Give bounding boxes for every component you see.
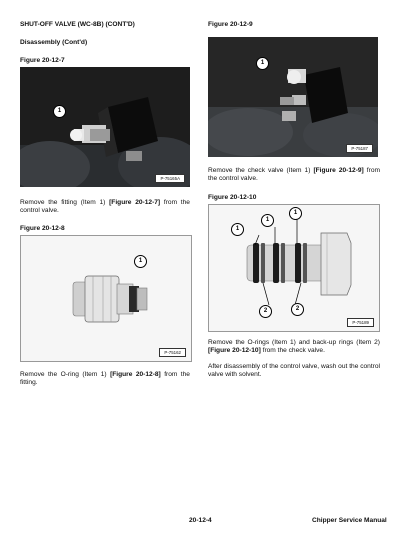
check-valve-illustration xyxy=(208,37,378,157)
instruction-text: from the check valve. xyxy=(260,347,325,355)
callout-item-1: 1 xyxy=(134,255,147,268)
instruction-remove-check-valve xyxy=(208,167,380,183)
figure-caption-20-12-10: Figure 20-12-10 xyxy=(208,194,257,201)
fitting-o-ring-illustration xyxy=(21,236,191,361)
figure-reference: [Figure 20-12-7] xyxy=(109,199,161,206)
callout-item-2: 2 xyxy=(291,303,304,316)
figure-caption-20-12-7: Figure 20-12-7 xyxy=(20,57,65,64)
figure-reference: [Figure 20-12-8] xyxy=(110,371,161,378)
subsection-title: Disassembly (Cont'd) xyxy=(20,39,88,46)
manual-title: Chipper Service Manual xyxy=(312,517,387,524)
instruction-text: Remove the fitting (Item 1) xyxy=(20,199,110,206)
instruction-remove-fitting xyxy=(20,199,190,215)
figure-reference: [Figure 20-12-10] xyxy=(208,347,261,355)
callout-item-2: 2 xyxy=(259,305,272,318)
instruction-text: Remove the O-ring (Item 1) xyxy=(20,371,111,378)
instruction-text: Remove the check valve (Item 1) xyxy=(208,167,314,174)
fitting-on-valve-illustration xyxy=(20,67,190,187)
instruction-text: Remove the O-rings (Item 1) and back-up rings (Item 2) xyxy=(208,339,380,346)
photo-code: P-75187 xyxy=(346,144,373,153)
figure-reference: [Figure 20-12-9] xyxy=(313,167,364,174)
instruction-remove-o-ring xyxy=(20,371,190,387)
figure-20-12-10-photo xyxy=(208,204,380,332)
callout-item-1: 1 xyxy=(261,214,274,227)
figure-20-12-8-photo xyxy=(20,235,192,362)
callout-item-1: 1 xyxy=(289,207,302,220)
section-title: SHUT-OFF VALVE (WC-8B) (CONT'D) xyxy=(20,21,135,28)
instruction-remove-rings xyxy=(208,339,380,355)
callout-item-1: 1 xyxy=(231,223,244,236)
photo-code: P-75165A xyxy=(155,174,185,183)
figure-caption-20-12-9: Figure 20-12-9 xyxy=(208,21,253,28)
instruction-wash-valve: After disassembly of the control valve, wash out the control valve with solvent. xyxy=(208,363,380,379)
photo-code: P-75162 xyxy=(159,348,186,357)
page-number: 20-12-4 xyxy=(189,517,212,524)
figure-20-12-9-photo xyxy=(208,37,378,157)
callout-item-1: 1 xyxy=(53,105,66,118)
callout-item-1: 1 xyxy=(256,57,269,70)
instruction-text: from the control valve. xyxy=(20,199,190,215)
figure-20-12-7-photo xyxy=(20,67,190,187)
instruction-text: from the fitting. xyxy=(20,371,190,387)
instruction-text: from the control valve. xyxy=(208,167,380,183)
photo-code: P-75189 xyxy=(347,318,374,327)
figure-caption-20-12-8: Figure 20-12-8 xyxy=(20,225,65,232)
